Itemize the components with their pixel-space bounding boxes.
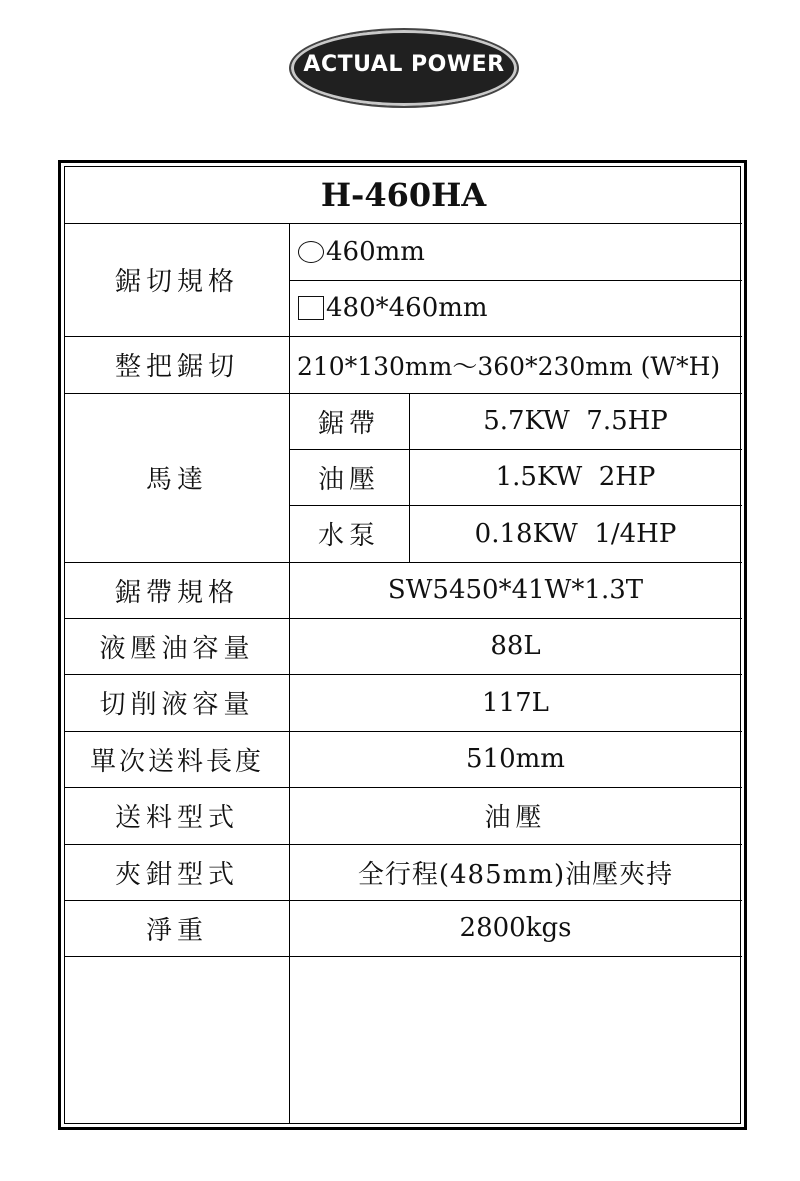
logo-text: ACTUAL POWER <box>303 52 505 77</box>
bundle-cutting-label: 整把鋸切 <box>114 352 239 382</box>
net-weight-value: 2800kgs <box>459 913 572 943</box>
motor-saw-name: 鋸帶 <box>317 408 380 439</box>
empty-cell <box>289 956 742 1124</box>
empty-cell <box>65 956 289 1124</box>
motor-hydraulic-value: 1.5KW 2HP <box>495 462 656 492</box>
spec-table-inner <box>64 166 741 1124</box>
cutting-spec-label: 鋸切規格 <box>114 267 239 297</box>
cutting-spec-round <box>289 223 742 280</box>
feed-length-value: 510mm <box>466 744 565 774</box>
model-title: H-460HA <box>320 176 487 214</box>
cutting-spec-square <box>289 280 742 336</box>
coolant-value: 117L <box>482 687 549 718</box>
motor-pump-value: 0.18KW 1/4HP <box>474 518 677 549</box>
motor-saw-value: 5.7KW 7.5HP <box>483 406 668 436</box>
hydraulic-oil-value: 88L <box>490 631 541 661</box>
motor-pump-name: 水泵 <box>317 521 380 551</box>
brand-logo <box>289 28 519 108</box>
bundle-cutting-value: 210*130mm～360*230mm (W*H) <box>297 351 721 381</box>
round-stock-icon <box>298 241 324 263</box>
blade-spec-value: SW5450*41W*1.3T <box>387 575 644 605</box>
feed-length-label: 單次送料長度 <box>89 746 264 777</box>
spec-table <box>58 160 747 1130</box>
square-stock-icon <box>298 296 324 320</box>
cutting-spec-square-value: 480*460mm <box>326 293 488 323</box>
motor-label: 馬達 <box>145 465 208 495</box>
feed-type-value: 油壓 <box>484 803 547 833</box>
net-weight-label: 淨重 <box>145 915 208 946</box>
cutting-spec-round-value: 460mm <box>326 236 425 267</box>
hydraulic-oil-label: 液壓油容量 <box>99 633 255 664</box>
vise-type-label: 夾鉗型式 <box>114 859 239 890</box>
coolant-label: 切削液容量 <box>99 690 255 720</box>
vise-type-value: 全行程(485mm)油壓夾持 <box>357 859 674 890</box>
motor-hydraulic-name: 油壓 <box>317 464 380 495</box>
feed-type-label: 送料型式 <box>114 803 239 833</box>
blade-spec-label: 鋸帶規格 <box>114 577 239 608</box>
